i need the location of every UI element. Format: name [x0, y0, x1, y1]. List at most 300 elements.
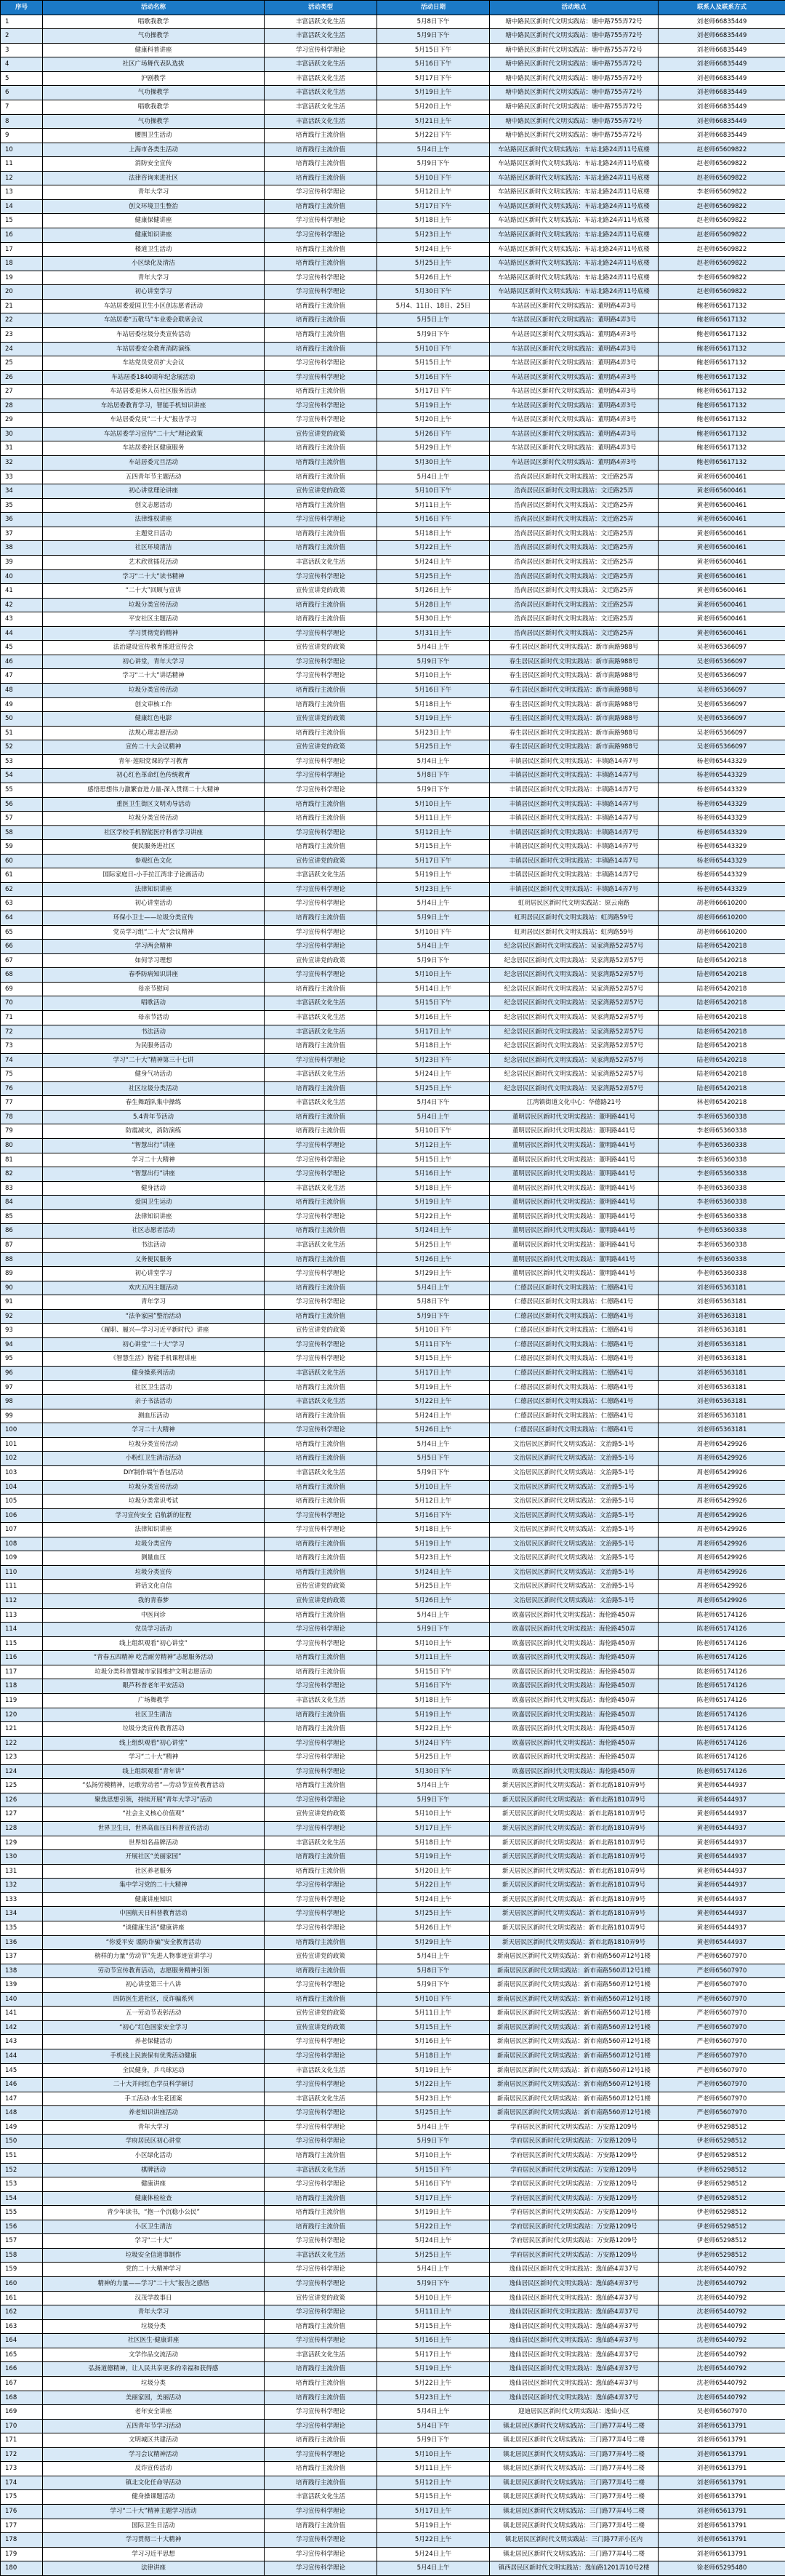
- table-row: [1, 882, 785, 897]
- cell-no: 28: [1, 399, 43, 413]
- cell-type: 培育践行主流价值: [265, 1252, 377, 1267]
- table-row: [1, 2163, 785, 2177]
- cell-date: 5月16日下午: [377, 1508, 490, 1523]
- cell-name: 汉茂学故事日: [43, 2291, 265, 2305]
- cell-contact: 杨老师65443329: [659, 769, 785, 783]
- cell-contact: 刘老师66835449: [659, 43, 785, 57]
- cell-place: 欧嘉居民区新时代文明实践站：海伦路450弄: [490, 1708, 659, 1722]
- cell-type: 宣传宣讲党的政策: [265, 712, 377, 727]
- header-no: 序号: [1, 1, 43, 15]
- cell-contact: 沈老师65440792: [659, 2277, 785, 2292]
- cell-no: 118: [1, 1679, 43, 1694]
- cell-name: “青春五四精神 吃苦耐劳精神”志愿服务活动: [43, 1651, 265, 1665]
- cell-no: 15: [1, 214, 43, 228]
- cell-place: 纪念居民区新时代文明实践站：吴家湾路52弄57号: [490, 1039, 659, 1054]
- table-row: [1, 327, 785, 342]
- cell-name: 弘扬道德精神，让人民共享更多的幸福和获得感: [43, 2362, 265, 2377]
- cell-no: 51: [1, 726, 43, 740]
- table-row: [1, 2561, 785, 2576]
- cell-no: 19: [1, 271, 43, 285]
- cell-no: 1: [1, 15, 43, 29]
- cell-date: 5月17日上午: [377, 1367, 490, 1381]
- table-row: [1, 214, 785, 228]
- cell-type: 培育践行主流价值: [265, 2191, 377, 2206]
- cell-no: 56: [1, 797, 43, 812]
- cell-place: 车站居民区新时代文明实践站：董明路4弄3号: [490, 441, 659, 456]
- cell-no: 40: [1, 569, 43, 584]
- cell-no: 97: [1, 1380, 43, 1395]
- cell-date: 5月9日下午: [377, 1623, 490, 1637]
- cell-no: 72: [1, 1025, 43, 1039]
- cell-name: 垃圾分类科普暨城市家园维护文明志愿活动: [43, 1665, 265, 1679]
- table-row: [1, 1623, 785, 1637]
- cell-name: 车站居委安全教育消防演练: [43, 342, 265, 356]
- cell-type: 学习宣传科学理论: [265, 769, 377, 783]
- table-row: [1, 2063, 785, 2078]
- cell-name: 学习“二十大”精神第三十七讲: [43, 1053, 265, 1068]
- cell-contact: 黄老师65444937: [659, 1935, 785, 1950]
- cell-no: 17: [1, 242, 43, 257]
- cell-date: 5月19日上午: [377, 2362, 490, 2377]
- cell-contact: 杨老师65443329: [659, 868, 785, 883]
- cell-contact: 刘老师66835449: [659, 29, 785, 44]
- cell-date: 5月8日下午: [377, 1295, 490, 1310]
- cell-no: 152: [1, 2163, 43, 2177]
- cell-type: 培育践行主流价值: [265, 2376, 377, 2391]
- table-row: [1, 1551, 785, 1566]
- cell-no: 153: [1, 2177, 43, 2192]
- cell-contact: 黄老师65444937: [659, 1850, 785, 1865]
- cell-contact: 刘老师65363181: [659, 1281, 785, 1295]
- cell-no: 159: [1, 2263, 43, 2277]
- cell-no: 16: [1, 228, 43, 243]
- cell-type: 丰富活跃文化生活: [265, 868, 377, 883]
- cell-place: 纪念居民区新时代文明实践站：吴家湾路52弄57号: [490, 982, 659, 996]
- cell-place: 丰镇居民区新时代文明实践站：丰镇路14弄7号: [490, 854, 659, 868]
- cell-contact: 刘老师65613791: [659, 2505, 785, 2519]
- table-row: [1, 1367, 785, 1381]
- cell-type: 学习宣传科学理论: [265, 1267, 377, 1281]
- cell-name: 健康讲座知识: [43, 1892, 265, 1907]
- table-row: [1, 2220, 785, 2234]
- cell-place: 塘中路民区新时代文明实践站：塘中路755弄72号: [490, 114, 659, 129]
- table-row: [1, 968, 785, 983]
- cell-type: 培育践行主流价值: [265, 385, 377, 399]
- cell-place: 董明居民区新时代文明实践站：董明路441号: [490, 1110, 659, 1124]
- table-row: [1, 1992, 785, 2007]
- cell-date: 5月19日上午: [377, 86, 490, 100]
- cell-name: 垃圾分类: [43, 2319, 265, 2334]
- cell-name: 参观红色文化: [43, 854, 265, 868]
- cell-no: 122: [1, 1736, 43, 1751]
- cell-type: 培育践行主流价值: [265, 1039, 377, 1054]
- cell-contact: 黄老师65444937: [659, 1921, 785, 1935]
- cell-type: 培育践行主流价值: [265, 797, 377, 812]
- cell-no: 59: [1, 840, 43, 855]
- cell-type: 学习宣传科学理论: [265, 370, 377, 385]
- cell-name: 中国航天日科普教育活动: [43, 1907, 265, 1921]
- cell-type: 培育践行主流价值: [265, 1551, 377, 1566]
- cell-date: 5月11日上午: [377, 2462, 490, 2476]
- cell-contact: 李老师65360338: [659, 1224, 785, 1239]
- cell-contact: 赵老师65609822: [659, 171, 785, 185]
- cell-contact: 鲍老师65617132: [659, 327, 785, 342]
- cell-name: 青年大学习: [43, 271, 265, 285]
- cell-place: 虹玥居民区新时代文明实践站：虹湾路59号: [490, 925, 659, 940]
- cell-contact: 杨老师65443329: [659, 882, 785, 897]
- cell-date: 5月15日上午: [377, 2490, 490, 2505]
- cell-type: 培育践行主流价值: [265, 1480, 377, 1495]
- cell-no: 62: [1, 882, 43, 897]
- cell-place: 仁德居民区新时代文明实践站：仁德路41号: [490, 1395, 659, 1409]
- cell-name: 健身操课题活动: [43, 2490, 265, 2505]
- cell-type: 丰富活跃文化生活: [265, 2490, 377, 2505]
- cell-type: 培育践行主流价值: [265, 2206, 377, 2220]
- cell-name: 学习两会精神: [43, 940, 265, 954]
- cell-date: 5月24日上午: [377, 242, 490, 257]
- cell-place: 文治居民区新时代文明实践站：文治路5-1号: [490, 1508, 659, 1523]
- cell-type: 学习宣传科学理论: [265, 1879, 377, 1893]
- cell-contact: 李老师65360338: [659, 1238, 785, 1252]
- cell-date: 5月29日上午: [377, 1267, 490, 1281]
- cell-date: 5月15日上午: [377, 840, 490, 855]
- table-row: [1, 2462, 785, 2476]
- cell-date: 5月24日上午: [377, 1409, 490, 1423]
- cell-type: 学习宣传科学理论: [265, 2177, 377, 2192]
- cell-contact: 鲍老师65617132: [659, 427, 785, 441]
- cell-place: 镇北居民区新时代文明实践站：三门路77弄4号二楼: [490, 2519, 659, 2533]
- cell-contact: 刘老师65613791: [659, 2519, 785, 2533]
- cell-no: 115: [1, 1636, 43, 1651]
- cell-name: 便民服务进社区: [43, 840, 265, 855]
- cell-type: 培育践行主流价值: [265, 1224, 377, 1239]
- cell-date: 5月4日上午: [377, 143, 490, 157]
- cell-no: 107: [1, 1523, 43, 1537]
- cell-contact: 黄老师65444937: [659, 1907, 785, 1921]
- cell-date: 5月10日上午: [377, 669, 490, 684]
- header-type: 活动类型: [265, 1, 377, 15]
- cell-contact: 李老师65360338: [659, 1181, 785, 1196]
- cell-no: 163: [1, 2319, 43, 2334]
- cell-type: 学习宣传科学理论: [265, 2334, 377, 2348]
- cell-place: 逸仙居民区新时代文明实践站：逸仙路4弄37号: [490, 2334, 659, 2348]
- cell-no: 25: [1, 356, 43, 371]
- cell-place: 车站居民区新时代文明实践站：董明路4弄3号: [490, 399, 659, 413]
- cell-contact: 严老师65607970: [659, 2035, 785, 2049]
- cell-place: 镇北居民区新时代文明实践站：三门路77弄4号二楼: [490, 2476, 659, 2490]
- cell-contact: 赵老师65609822: [659, 242, 785, 257]
- cell-name: 青年大学习: [43, 2120, 265, 2135]
- cell-contact: 李老师65360338: [659, 1139, 785, 1153]
- cell-place: 丰镇居民区新时代文明实践站：丰镇路14弄7号: [490, 783, 659, 797]
- table-row: [1, 2433, 785, 2448]
- cell-no: 180: [1, 2561, 43, 2576]
- cell-date: 5月12日上午: [377, 185, 490, 200]
- cell-date: 5月15日上午: [377, 2020, 490, 2035]
- cell-no: 80: [1, 1139, 43, 1153]
- cell-place: 逸仙居民区新时代文明实践站：逸仙路4弄37号: [490, 2391, 659, 2405]
- cell-name: 健康讲座: [43, 2177, 265, 2192]
- cell-name: 垃圾分类宣传活动: [43, 684, 265, 698]
- table-row: [1, 1409, 785, 1423]
- cell-place: 逸仙居民区新时代文明实践站：逸仙路4弄37号: [490, 2305, 659, 2320]
- cell-name: “法争家园”整治活动: [43, 1309, 265, 1324]
- header-row: [1, 1, 785, 15]
- cell-name: 主题党日活动: [43, 527, 265, 541]
- table-row: [1, 199, 785, 214]
- cell-no: 173: [1, 2462, 43, 2476]
- cell-no: 99: [1, 1409, 43, 1423]
- cell-name: “社会主义核心价值观”: [43, 1807, 265, 1822]
- cell-place: 车站居民区新时代文明实践站：董明路4弄3号: [490, 427, 659, 441]
- table-row: [1, 185, 785, 200]
- cell-contact: 严老师65607970: [659, 2049, 785, 2064]
- cell-place: 虹玥居民区新时代文明实践站：虹湾路59号: [490, 911, 659, 926]
- cell-contact: 黄老师65600461: [659, 612, 785, 627]
- cell-name: 垃圾分类: [43, 2376, 265, 2391]
- cell-place: 逸仙居民区新时代文明实践站：逸仙路4弄37号: [490, 2263, 659, 2277]
- cell-contact: 刘老师65363181: [659, 1423, 785, 1438]
- cell-contact: 周老师65429926: [659, 1537, 785, 1551]
- cell-date: 5月25日上午: [377, 1580, 490, 1594]
- cell-contact: 吴老师65366097: [659, 712, 785, 727]
- cell-no: 66: [1, 940, 43, 954]
- cell-no: 112: [1, 1594, 43, 1609]
- cell-type: 学习宣传科学理论: [265, 2135, 377, 2149]
- cell-date: 5月25日上午: [377, 1081, 490, 1096]
- cell-date: 5月4日上午: [377, 1608, 490, 1623]
- cell-place: 春生居民区新时代文明实践站：新市南路988号: [490, 740, 659, 755]
- cell-place: 学府居民区新时代文明实践站：万安路1209号: [490, 2177, 659, 2192]
- cell-no: 20: [1, 285, 43, 300]
- cell-type: 学习宣传科学理论: [265, 825, 377, 840]
- cell-place: 春生居民区新时代文明实践站：新市南路988号: [490, 697, 659, 712]
- cell-type: 学习宣传科学理论: [265, 185, 377, 200]
- cell-type: 学习宣传科学理论: [265, 2049, 377, 2064]
- cell-contact: 鲍老师65617132: [659, 399, 785, 413]
- cell-place: 逸仙居民区新时代文明实践站：逸仙路4弄37号: [490, 2362, 659, 2377]
- cell-contact: 刘老师65363181: [659, 1324, 785, 1338]
- cell-date: 5月16日下午: [377, 370, 490, 385]
- cell-contact: 伊老师65298512: [659, 2177, 785, 2192]
- cell-contact: 赵老师65609822: [659, 285, 785, 300]
- cell-place: 浩尚居民区新时代文明实践站：文迁路25弄: [490, 584, 659, 599]
- cell-date: 5月9日下午: [377, 1465, 490, 1480]
- table-row: [1, 1068, 785, 1082]
- cell-contact: 刘老师65613791: [659, 2447, 785, 2462]
- cell-type: 培育践行主流价值: [265, 1281, 377, 1295]
- cell-place: 新天居民区新时代文明实践站：新市北路1810弄9号: [490, 1921, 659, 1935]
- cell-contact: 吴老师65366097: [659, 684, 785, 698]
- cell-type: 宣传宣讲党的政策: [265, 953, 377, 968]
- cell-place: 车站路民区新时代文明实践站：车站北路24弄11号底楼: [490, 271, 659, 285]
- table-row: [1, 342, 785, 356]
- cell-place: 春生居民区新时代文明实践站：新市南路988号: [490, 684, 659, 698]
- cell-contact: 沈老师65440792: [659, 2263, 785, 2277]
- cell-name: 养老知识讲座活动: [43, 2106, 265, 2121]
- cell-date: 5月10日上午: [377, 2447, 490, 2462]
- cell-name: 世界卫生日，世界高血压日科普宣传活动: [43, 1822, 265, 1836]
- cell-no: 10: [1, 143, 43, 157]
- table-row: [1, 1238, 785, 1252]
- cell-date: 5月18日上午: [377, 1181, 490, 1196]
- cell-no: 41: [1, 584, 43, 599]
- cell-date: 5月10日上午: [377, 1807, 490, 1822]
- cell-date: 5月4日上午: [377, 470, 490, 484]
- cell-contact: 严老师65607970: [659, 2078, 785, 2092]
- cell-type: 学习宣传科学理论: [265, 356, 377, 371]
- cell-contact: 黄老师65600461: [659, 513, 785, 527]
- cell-type: 培育践行主流价值: [265, 684, 377, 698]
- cell-name: 垃圾分类宣传活动: [43, 812, 265, 826]
- cell-contact: 伊老师65298512: [659, 2206, 785, 2220]
- cell-place: 浩尚居民区新时代文明实践站：文迁路25弄: [490, 612, 659, 627]
- cell-date: 5月22日上午: [377, 1209, 490, 1224]
- cell-no: 13: [1, 185, 43, 200]
- cell-type: 宣传宣讲党的政策: [265, 484, 377, 499]
- cell-place: 欧嘉居民区新时代文明实践站：海伦路450弄: [490, 1608, 659, 1623]
- cell-date: 5月4日上午: [377, 897, 490, 911]
- cell-place: 浩尚居民区新时代文明实践站：文迁路25弄: [490, 541, 659, 556]
- cell-name: 初心红色革命红色传统教育: [43, 769, 265, 783]
- cell-type: 丰富活跃文化生活: [265, 1068, 377, 1082]
- cell-date: 5月25日上午: [377, 740, 490, 755]
- cell-type: 学习宣传科学理论: [265, 2106, 377, 2121]
- cell-contact: 吴老师65366097: [659, 655, 785, 669]
- cell-contact: 严老师65607970: [659, 1950, 785, 1964]
- cell-no: 79: [1, 1124, 43, 1139]
- cell-place: 新南居民区新时代文明实践站：新市南路560弄12号1楼: [490, 2049, 659, 2064]
- cell-contact: 陈老师65174126: [659, 1736, 785, 1751]
- cell-place: 新南居民区新时代文明实践站：新市南路560弄12号1楼: [490, 2007, 659, 2021]
- cell-no: 165: [1, 2348, 43, 2362]
- table-row: [1, 996, 785, 1011]
- cell-place: 春生居民区新时代文明实践站：新市南路988号: [490, 669, 659, 684]
- cell-date: 5月17日下午: [377, 199, 490, 214]
- table-row: [1, 1196, 785, 1210]
- cell-contact: 李老师65360338: [659, 1110, 785, 1124]
- table-row: [1, 171, 785, 185]
- cell-date: 5月25日上午: [377, 2106, 490, 2121]
- cell-date: 5月4日上午: [377, 1950, 490, 1964]
- cell-name: 唱歌我教学: [43, 15, 265, 29]
- table-row: [1, 1465, 785, 1480]
- cell-contact: 徐老师65295480: [659, 2561, 785, 2576]
- cell-name: 垃圾分类宣传: [43, 1565, 265, 1580]
- cell-date: 5月15日上午: [377, 2319, 490, 2334]
- cell-type: 丰富活跃文化生活: [265, 1096, 377, 1111]
- cell-no: 104: [1, 1480, 43, 1495]
- cell-name: 社区志愿者活动: [43, 1224, 265, 1239]
- cell-place: 逸仙居民区新时代文明实践站：逸仙路4弄37号: [490, 2376, 659, 2391]
- cell-type: 学习宣传科学理论: [265, 1679, 377, 1694]
- cell-type: 丰富活跃文化生活: [265, 2163, 377, 2177]
- cell-name: 健康红色电影: [43, 712, 265, 727]
- cell-name: 学习二十大精神: [43, 1423, 265, 1438]
- cell-contact: 陆老师65420218: [659, 1081, 785, 1096]
- table-row: [1, 1651, 785, 1665]
- cell-place: 塘中路民区新时代文明实践站：塘中路755弄72号: [490, 43, 659, 57]
- cell-place: 车站居民区新时代文明实践站：董明路4弄3号: [490, 342, 659, 356]
- table-row: [1, 513, 785, 527]
- cell-name: 手机线上民族保有优秀活动健康: [43, 2049, 265, 2064]
- cell-type: 学习宣传科学理论: [265, 2078, 377, 2092]
- cell-place: 董明居民区新时代文明实践站：董明路441号: [490, 1139, 659, 1153]
- cell-date: 5月4日上午: [377, 1779, 490, 1793]
- cell-contact: 严老师65607970: [659, 2020, 785, 2035]
- cell-contact: 刘老师65363181: [659, 1337, 785, 1352]
- cell-place: 学府居民区新时代文明实践站：万安路1209号: [490, 2220, 659, 2234]
- cell-date: 5月10日上午: [377, 2291, 490, 2305]
- table-row: [1, 1025, 785, 1039]
- cell-name: 车站居委爱国卫生小区创志愿者活动: [43, 299, 265, 313]
- cell-name: 《履职、履兴—学习习近平新时代》讲座: [43, 1324, 265, 1338]
- cell-no: 75: [1, 1068, 43, 1082]
- cell-no: 146: [1, 2078, 43, 2092]
- cell-date: 5月15日上午: [377, 356, 490, 371]
- cell-type: 丰富活跃文化生活: [265, 2092, 377, 2106]
- cell-name: 初心讲堂“二十大”学习: [43, 1337, 265, 1352]
- cell-contact: 李老师65360338: [659, 1124, 785, 1139]
- cell-place: 仁德居民区新时代文明实践站：仁德路41号: [490, 1295, 659, 1310]
- table-row: [1, 2191, 785, 2206]
- table-row: [1, 2291, 785, 2305]
- cell-contact: 周老师65429926: [659, 1480, 785, 1495]
- cell-contact: 李老师65360338: [659, 1252, 785, 1267]
- cell-contact: 刘老师65363181: [659, 1295, 785, 1310]
- cell-place: 丰镇居民区新时代文明实践站：丰镇路14弄7号: [490, 868, 659, 883]
- cell-contact: 赵老师65609822: [659, 157, 785, 172]
- cell-contact: 鲍老师65617132: [659, 413, 785, 428]
- cell-name: 车站居委社区健康服务: [43, 441, 265, 456]
- cell-date: 5月24日上午: [377, 1068, 490, 1082]
- cell-contact: 沈老师65440792: [659, 2319, 785, 2334]
- table-row: [1, 1978, 785, 1993]
- cell-contact: 沈老师65440792: [659, 2334, 785, 2348]
- cell-type: 学习宣传科学理论: [265, 1636, 377, 1651]
- cell-place: 欧嘉居民区新时代文明实践站：海伦路450弄: [490, 1623, 659, 1637]
- cell-name: 学习“二十大”读书精神: [43, 569, 265, 584]
- cell-contact: 伊老师65298512: [659, 2148, 785, 2163]
- table-header: [1, 1, 785, 15]
- cell-name: 广场舞教学: [43, 1693, 265, 1708]
- cell-type: 学习宣传科学理论: [265, 214, 377, 228]
- table-row: [1, 356, 785, 371]
- cell-name: 精神的力量——学习“二十大”报告之感悟: [43, 2277, 265, 2292]
- cell-type: 学习宣传科学理论: [265, 626, 377, 641]
- cell-no: 156: [1, 2220, 43, 2234]
- table-row: [1, 1252, 785, 1267]
- cell-type: 宣传宣讲党的政策: [265, 2020, 377, 2035]
- cell-place: 迎迪居民区新时代文明实践站：逸仙小区: [490, 2405, 659, 2420]
- cell-name: “谈健康生活”健康讲座: [43, 1921, 265, 1935]
- cell-contact: 严老师65607970: [659, 2007, 785, 2021]
- cell-contact: 伊老师65298512: [659, 2135, 785, 2149]
- cell-name: 平安社区主题活动: [43, 612, 265, 627]
- cell-place: 董明居民区新时代文明实践站：董明路441号: [490, 1252, 659, 1267]
- cell-place: 逸仙居民区新时代文明实践站：逸仙路4弄37号: [490, 2291, 659, 2305]
- cell-no: 71: [1, 1010, 43, 1025]
- cell-type: 学习宣传科学理论: [265, 1892, 377, 1907]
- cell-contact: 杨老师65443329: [659, 754, 785, 769]
- cell-type: 培育践行主流价值: [265, 1452, 377, 1466]
- cell-name: 如何学习理想: [43, 953, 265, 968]
- table-row: [1, 157, 785, 172]
- table-row: [1, 2348, 785, 2362]
- cell-name: 亲子书法活动: [43, 1395, 265, 1409]
- cell-no: 94: [1, 1337, 43, 1352]
- cell-name: “智慧出行”讲座: [43, 1167, 265, 1182]
